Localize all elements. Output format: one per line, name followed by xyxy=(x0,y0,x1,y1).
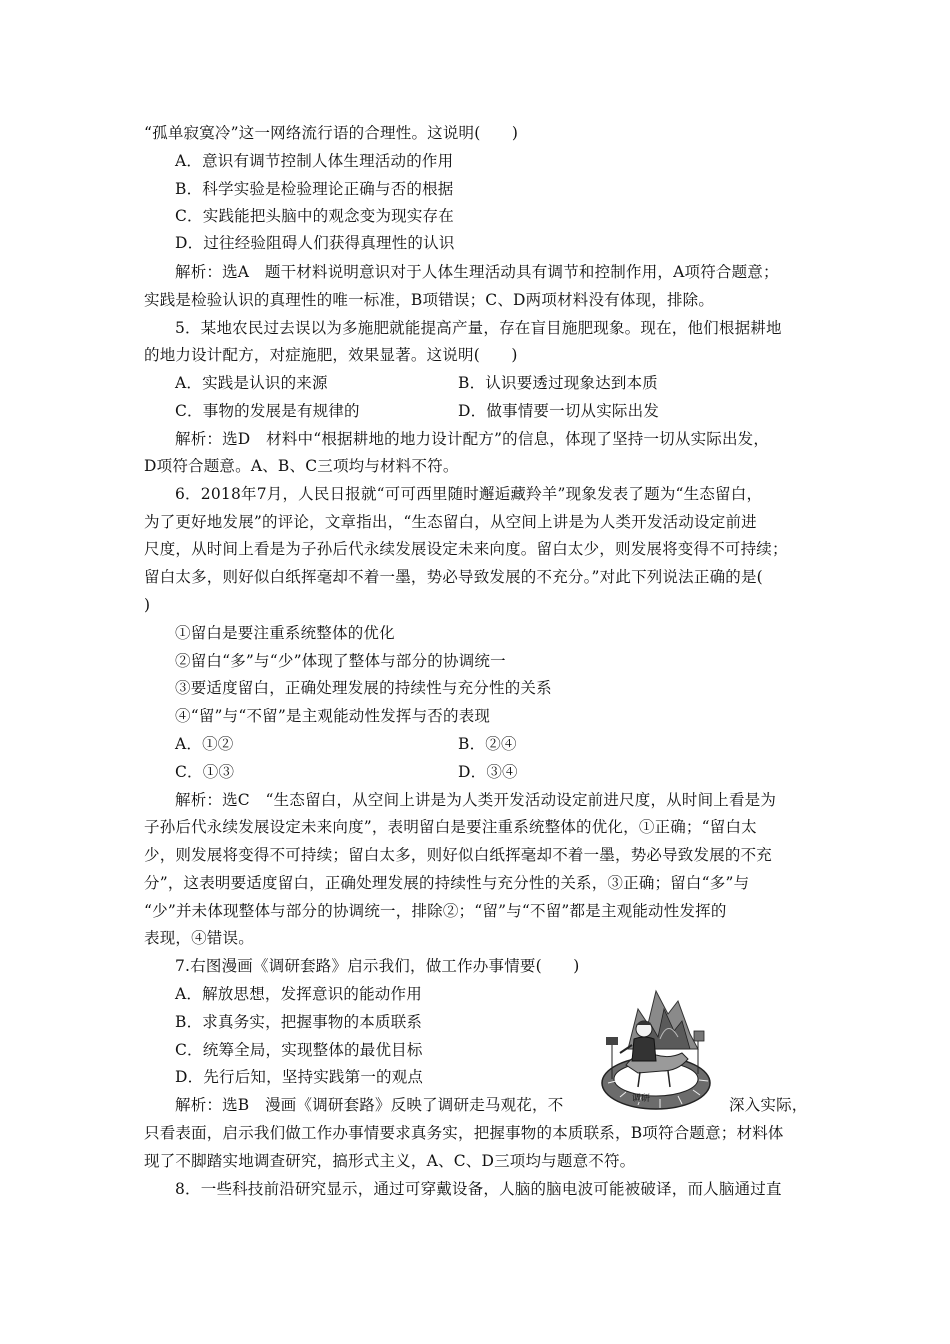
q6-stem-line3: 尺度，从时间上看是为子孙后代永续发展设定未来向度。留白太少，则发展将变得不可持续； xyxy=(144,540,788,558)
q4-option-c: C．实践能把头脑中的观念变为现实存在 xyxy=(175,207,454,225)
cartoon-label: 调研 xyxy=(632,1094,651,1104)
q7-option-a: A．解放思想，发挥意识的能动作用 xyxy=(175,985,422,1003)
q6-option-a: A．①② xyxy=(175,735,234,753)
q7-option-d: D．先行后知，坚持实践第一的观点 xyxy=(175,1068,424,1086)
q4-option-d: D．过往经验阻碍人们获得真理性的认识 xyxy=(175,234,455,252)
q5-option-a: A．实践是认识的来源 xyxy=(175,374,328,392)
q6-stem-line5: ) xyxy=(144,596,151,614)
q7-option-c: C．统筹全局，实现整体的最优目标 xyxy=(175,1041,423,1059)
q6-analysis-line6: 表现，④错误。 xyxy=(144,929,254,947)
q5-analysis-line1: 解析：选D 材料中“根据耕地的地力设计配方”的信息，体现了坚持一切从实际出发， xyxy=(175,430,770,448)
q5-stem-line1: 5．某地农民过去误以为多施肥就能提高产量，存在盲目施肥现象。现在，他们根据耕地 xyxy=(175,319,782,337)
q7-stem: 7.右图漫画《调研套路》启示我们，做工作办事情要( ) xyxy=(175,957,580,975)
q6-stem-line2: 为了更好地发展”的评论，文章指出，“生态留白，从空间上讲是为人类开发活动设定前进 xyxy=(144,513,757,531)
q7-option-b: B．求真务实，把握事物的本质联系 xyxy=(175,1013,423,1031)
q6-option-c: C．①③ xyxy=(175,763,235,781)
q6-item1: ①留白是要注重系统整体的优化 xyxy=(175,624,395,642)
q4-analysis-line2: 实践是检验认识的真理性的唯一标准，B项错误；C、D两项材料没有体现，排除。 xyxy=(144,291,715,309)
q6-analysis-line4: 分”，这表明要适度留白，正确处理发展的持续性与充分性的关系，③正确；留白“多”与 xyxy=(144,874,750,892)
q6-item4: ④“留”与“不留”是主观能动性发挥与否的表现 xyxy=(175,707,491,725)
q5-option-d: D．做事情要一切从实际出发 xyxy=(458,402,660,420)
cartoon-illustration xyxy=(598,979,718,1117)
q5-analysis-line2: D项符合题意。A、B、C三项均与材料不符。 xyxy=(144,457,459,475)
q6-analysis-line1: 解析：选C “生态留白，从空间上讲是为人类开发活动设定前进尺度，从时间上看是为 xyxy=(175,791,777,809)
q5-stem-line2: 的地力设计配方，对症施肥，效果显著。这说明( ) xyxy=(144,346,518,364)
q8-stem-line1: 8．一些科技前沿研究显示，通过可穿戴设备，人脑的脑电波可能被破译，而人脑通过直 xyxy=(175,1180,782,1198)
q6-item2: ②留白“多”与“少”体现了整体与部分的协调统一 xyxy=(175,652,506,670)
q6-stem-line4: 留白太多，则好似白纸挥毫却不着一墨，势必导致发展的不充分。”对此下列说法正确的是( xyxy=(144,568,763,586)
q4-stem-tail: “孤单寂寞冷”这一网络流行语的合理性。这说明( ) xyxy=(144,124,519,142)
q4-option-a: A．意识有调节控制人体生理活动的作用 xyxy=(175,152,454,170)
q4-option-b: B．科学实验是检验理论正确与否的根据 xyxy=(175,180,454,198)
q4-analysis-line1: 解析：选A 题干材料说明意识对于人体生理活动具有调节和控制作用，A项符合题意； xyxy=(175,263,779,281)
q7-analysis-line1-right: 深入实际， xyxy=(729,1096,808,1114)
q6-analysis-line5: “少”并未体现整体与部分的协调统一，排除②；“留”与“不留”都是主观能动性发挥的 xyxy=(144,902,727,920)
q6-analysis-line3: 少，则发展将变得不可持续；留白太多，则好似白纸挥毫却不着一墨，势必导致发展的不充 xyxy=(144,846,773,864)
q7-analysis-line1-left: 解析：选B 漫画《调研套路》反映了调研走马观花，不 xyxy=(175,1096,564,1114)
q6-option-d: D．③④ xyxy=(458,763,518,781)
q6-analysis-line2: 子孙后代永续发展设定未来向度”，表明留白是要注重系统整体的优化，①正确；“留白太 xyxy=(144,818,757,836)
q5-option-c: C．事物的发展是有规律的 xyxy=(175,402,360,420)
q7-analysis-line3: 现了不脚踏实地调查研究，搞形式主义，A、C、D三项均与题意不符。 xyxy=(144,1152,636,1170)
q6-item3: ③要适度留白，正确处理发展的持续性与充分性的关系 xyxy=(175,679,552,697)
q5-option-b: B．认识要透过现象达到本质 xyxy=(458,374,658,392)
q6-stem-line1: 6．2018年7月，人民日报就“可可西里随时邂逅藏羚羊”现象发表了题为“生态留白， xyxy=(175,485,763,503)
q6-option-b: B．②④ xyxy=(458,735,517,753)
q7-analysis-line2: 只看表面，启示我们做工作办事情要求真务实，把握事物的本质联系，B项符合题意；材料体 xyxy=(144,1124,784,1142)
